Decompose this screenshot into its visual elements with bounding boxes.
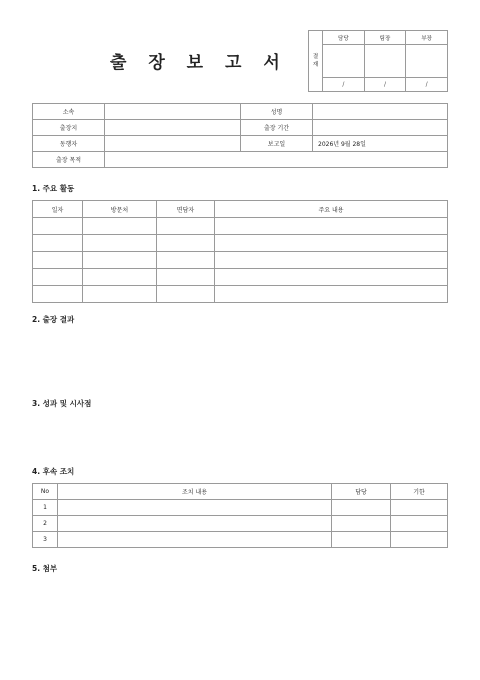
followup-header-no: No <box>33 484 58 500</box>
table-row <box>33 286 448 303</box>
info-table <box>32 103 448 168</box>
table-cell[interactable] <box>215 286 448 303</box>
table-cell[interactable] <box>157 252 215 269</box>
table-cell[interactable] <box>33 252 83 269</box>
activities-header-content: 주요 내용 <box>215 201 448 218</box>
activities-header-place: 방문처 <box>83 201 157 218</box>
destination-label: 출장지 <box>33 120 105 136</box>
table-cell[interactable] <box>157 218 215 235</box>
destination-field[interactable] <box>105 120 241 136</box>
section-heading-insights: 3. 성과 및 시사점 <box>32 399 92 408</box>
table-cell[interactable] <box>83 235 157 252</box>
table-cell[interactable] <box>391 532 448 548</box>
table-cell[interactable] <box>83 269 157 286</box>
name-field[interactable] <box>313 104 448 120</box>
activities-header-date: 일자 <box>33 201 83 218</box>
approval-date-staff[interactable]: / <box>323 78 365 92</box>
purpose-label: 출장 목적 <box>33 152 105 168</box>
affiliation-label: 소속 <box>33 104 105 120</box>
table-cell[interactable] <box>83 252 157 269</box>
table-row <box>33 500 448 516</box>
followup-header-owner: 담당 <box>332 484 391 500</box>
row-number: 3 <box>33 532 58 548</box>
table-row <box>33 218 448 235</box>
approval-date-team-lead[interactable]: / <box>364 78 406 92</box>
approval-sign-director[interactable] <box>406 45 448 78</box>
table-row <box>33 252 448 269</box>
approval-sign-team-lead[interactable] <box>364 45 406 78</box>
section-heading-activities: 1. 주요 활동 <box>32 184 75 193</box>
table-cell[interactable] <box>33 286 83 303</box>
approval-header-staff: 담당 <box>323 31 365 45</box>
table-cell[interactable] <box>332 516 391 532</box>
approval-date-director[interactable]: / <box>406 78 448 92</box>
table-cell[interactable] <box>215 235 448 252</box>
table-cell[interactable] <box>83 218 157 235</box>
table-cell[interactable] <box>33 235 83 252</box>
row-number: 2 <box>33 516 58 532</box>
period-field[interactable] <box>313 120 448 136</box>
companion-label: 동행자 <box>33 136 105 152</box>
followup-header-deadline: 기한 <box>391 484 448 500</box>
table-cell[interactable] <box>157 269 215 286</box>
followup-header-action: 조치 내용 <box>58 484 332 500</box>
approval-sign-staff[interactable] <box>323 45 365 78</box>
table-row <box>33 516 448 532</box>
purpose-field[interactable] <box>105 152 448 168</box>
page-title: 출 장 보 고 서 <box>110 53 288 73</box>
approval-header-director: 부장 <box>406 31 448 45</box>
table-cell[interactable] <box>215 269 448 286</box>
table-cell[interactable] <box>391 516 448 532</box>
table-cell[interactable] <box>332 500 391 516</box>
row-number: 1 <box>33 500 58 516</box>
report-date-label: 보고일 <box>241 136 313 152</box>
table-cell[interactable] <box>58 500 332 516</box>
name-label: 성명 <box>241 104 313 120</box>
table-cell[interactable] <box>157 286 215 303</box>
table-cell[interactable] <box>33 218 83 235</box>
section-heading-followup: 4. 후속 조치 <box>32 467 75 476</box>
table-cell[interactable] <box>58 516 332 532</box>
table-cell[interactable] <box>58 532 332 548</box>
affiliation-field[interactable] <box>105 104 241 120</box>
table-cell[interactable] <box>83 286 157 303</box>
activities-table <box>32 200 448 303</box>
table-row <box>33 532 448 548</box>
table-row <box>33 269 448 286</box>
approval-table <box>308 30 448 92</box>
table-cell[interactable] <box>215 252 448 269</box>
followup-table <box>32 483 448 548</box>
approval-side-label: 결 재 <box>309 31 323 92</box>
companion-field[interactable] <box>105 136 241 152</box>
approval-header-team-lead: 팀장 <box>364 31 406 45</box>
table-cell[interactable] <box>332 532 391 548</box>
section-heading-results: 2. 출장 결과 <box>32 315 75 324</box>
period-label: 출장 기간 <box>241 120 313 136</box>
section-heading-attachments: 5. 첨부 <box>32 564 58 573</box>
activities-header-interviewee: 면담자 <box>157 201 215 218</box>
table-cell[interactable] <box>157 235 215 252</box>
report-date-field[interactable]: 2026년 9월 28일 <box>313 136 448 152</box>
table-cell[interactable] <box>33 269 83 286</box>
table-cell[interactable] <box>391 500 448 516</box>
table-row <box>33 235 448 252</box>
table-cell[interactable] <box>215 218 448 235</box>
